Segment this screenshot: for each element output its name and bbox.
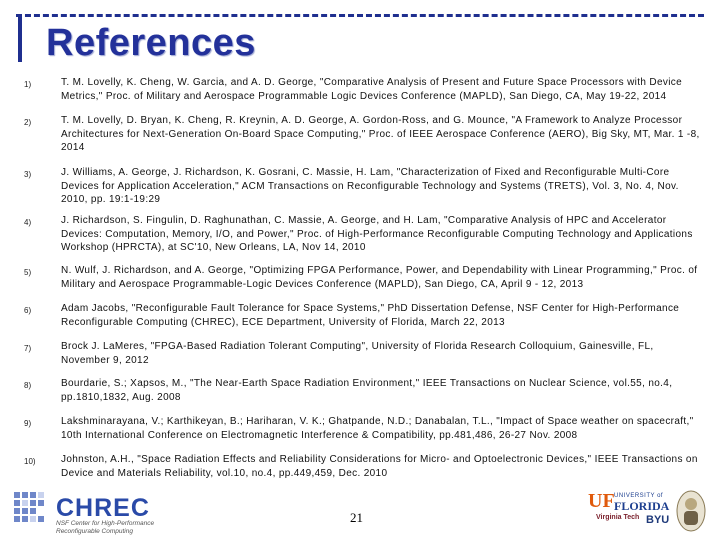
reference-number: 5) <box>24 268 32 277</box>
header-rule <box>16 14 704 17</box>
chrec-logo <box>12 490 155 536</box>
slide-title: References <box>46 22 256 64</box>
reference-text: T. M. Lovelly, D. Bryan, K. Cheng, R. Kreynin, A. D. George, A. Gordon-Ross, and G. Mounce, "A Framework to Analyze Processor Architectures for Next-Generation On-Board Space Computing," Proc. of IEEE Aerospace Conference (AERO), Big Sky, MT, Mar. 1 -8, 2014 <box>61 115 700 153</box>
reference-text: T. M. Lovelly, K. Cheng, W. Garcia, and A. D. George, "Comparative Analysis of Present and Future Space Processors with Device Metrics," Proc. of Military and Aerospace Programmable Logic Devices Conference (MAPLD), San Diego, CA, May 19-22, 2014 <box>61 77 683 102</box>
chrec-grid-icon <box>12 490 48 530</box>
slide-footer <box>0 484 720 540</box>
virginia-tech-logo: Virginia Tech <box>596 514 640 521</box>
chrec-wordmark: CHREC <box>56 494 150 522</box>
page-number: 21 <box>350 510 363 525</box>
reference-text: Adam Jacobs, "Reconfigurable Fault Tolerance for Space Systems," PhD Dissertation Defense, NSF Center for High-Performance Reconfigurable Computing (CHREC), ECE Department, University of Florida, March 22, 2013 <box>61 303 680 328</box>
title-accent-bar <box>18 14 22 62</box>
reference-text: Johnston, A.H., "Space Radiation Effects and Reliability Considerations for Micro- and Optoelectronic Devices," IEEE Transactions on Device and Materials Reliability, vol.10, no.4, pp.449,459, Dec. 2010 <box>61 454 698 479</box>
uf-florida: FLORIDA <box>614 499 670 513</box>
seal-icon <box>676 490 706 532</box>
uf-university-of: UNIVERSITY of <box>614 493 664 499</box>
reference-number: 9) <box>24 419 32 428</box>
reference-text: J. Richardson, S. Fingulin, D. Raghunathan, C. Massie, A. George, and H. Lam, "Comparative Analysis of HPC and Accelerator Devices: Computation, Memory, I/O, and Power," Proc. of High-Performance Reconfigurable Computing Technology and Applications Workshop (HPRCTA), at SC'10, New Orleans, LA, Nov 14, 2010 <box>61 215 693 253</box>
reference-text: J. Williams, A. George, J. Richardson, K. Gosrani, C. Massie, H. Lam, "Characterization of Fixed and Reconfigurable Multi-Core Devices for Application Acceleration," ACM Transactions on Reconfigurable Technology and Systems (TRETS), Vol. 3, No. 4, Nov. 2010, pp. 19:1-19:29 <box>61 167 679 205</box>
reference-text: Lakshminarayana, V.; Karthikeyan, B.; Hariharan, V. K.; Ghatpande, N.D.; Danabalan, T.L., "Impact of Space weather on spacecraft," 10th International Conference on Electromagnetic Interference & Compatibility, pp.481,486, 26-27 Nov. 2008 <box>61 416 694 441</box>
reference-number: 4) <box>24 218 32 227</box>
reference-number: 3) <box>24 170 32 179</box>
reference-number: 1) <box>24 80 32 89</box>
uf-mark: UF <box>588 490 615 512</box>
chrec-subtitle: NSF Center for High-Performance Reconfigurable Computing <box>56 520 155 535</box>
reference-number: 6) <box>24 306 32 315</box>
university-logos <box>588 490 672 536</box>
reference-text: Brock J. LaMeres, "FPGA-Based Radiation Tolerant Computing", University of Florida Research Colloquium, Gainesville, FL, November 9, 2012 <box>61 341 654 366</box>
byu-logo: BYU <box>646 514 670 526</box>
reference-number: 2) <box>24 118 32 127</box>
reference-number: 8) <box>24 381 32 390</box>
reference-number: 10) <box>24 457 36 466</box>
reference-text: Bourdarie, S.; Xapsos, M., "The Near-Earth Space Radiation Environment," IEEE Transactions on Nuclear Science, vol.55, no.4, pp.1810,1832, Aug. 2008 <box>61 378 673 403</box>
reference-text: N. Wulf, J. Richardson, and A. George, "Optimizing FPGA Performance, Power, and Dependability with Linear Programming," Proc. of Military and Aerospace Programmable-Logic Devices Conference (MAPLD), San Diego, CA, April 9 - 12, 2013 <box>61 265 698 290</box>
reference-number: 7) <box>24 344 32 353</box>
